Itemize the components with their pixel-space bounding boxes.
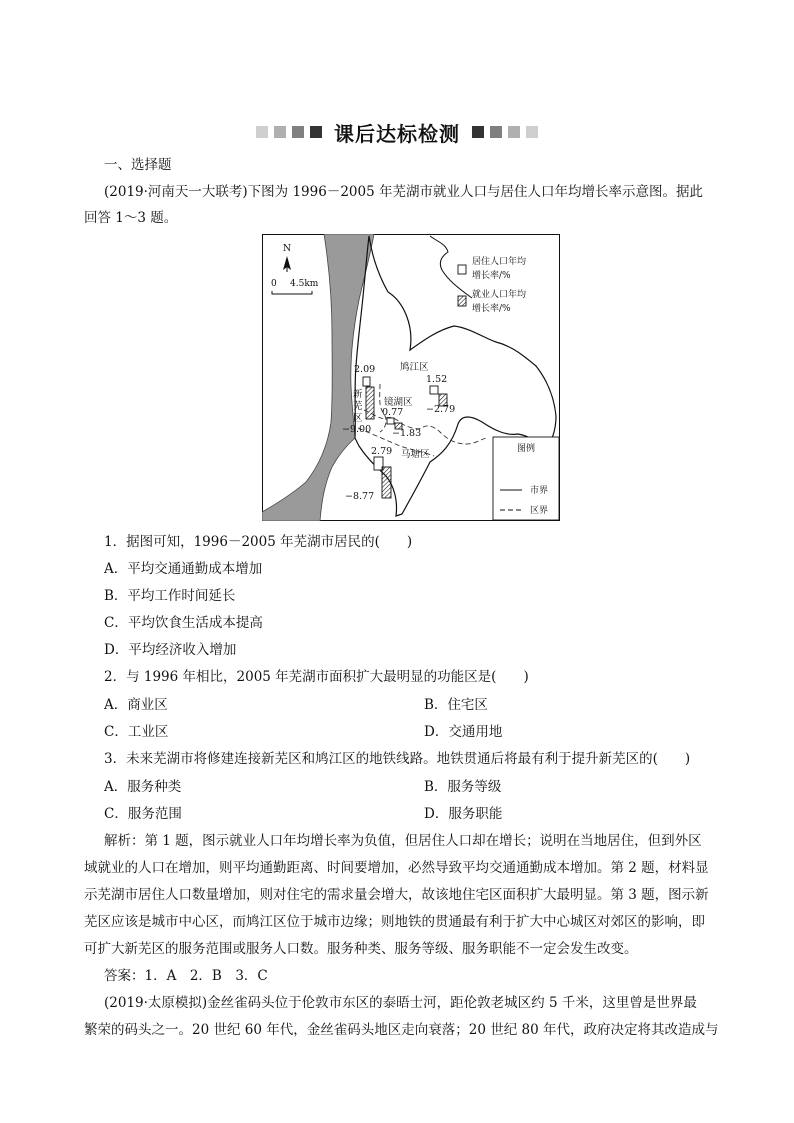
question-1-option-b: B．平均工作时间延长 — [104, 588, 236, 604]
jinghu-district-label: 镜湖区 — [384, 397, 413, 408]
jiujiang-employment-value: −2.79 — [426, 404, 456, 415]
answer-line: 答案：1．A 2．B 3．C — [104, 968, 268, 984]
xinwu-employment-value: −9.00 — [342, 424, 372, 435]
legend-employment-swatch — [458, 296, 466, 306]
legend-title: 图例 — [516, 444, 536, 454]
legend-employment-text: 增长率/% — [472, 304, 511, 314]
decor-square — [508, 126, 520, 138]
question-1: 1．据图可知，1996－2005 年芜湖市居民的( ) — [104, 534, 413, 550]
decor-square — [526, 126, 538, 138]
decor-square — [274, 126, 286, 138]
question-3-option-b: B．服务等级 — [424, 779, 502, 795]
matang-district-label: 马塘区 — [401, 449, 430, 460]
matang-employment-value: −8.77 — [345, 491, 375, 502]
xinwu-resident-bar — [363, 377, 370, 386]
analysis-line: 芜区应该是城市中心区，而鸠江区位于城市边缘；则地铁的贯通最有利于扩大中心城区对郊区的影响，即 — [84, 914, 705, 930]
question-1-option-a: A．平均交通通勤成本增加 — [104, 561, 263, 577]
jinghu-employment-value: −1.83 — [392, 428, 422, 439]
question-3: 3．未来芜湖市将修建连接新芜区和鸠江区的地铁线路。地铁贯通后将最有利于提升新芜区的( ) — [104, 751, 691, 767]
passage-line: (2019·太原模拟)金丝雀码头位于伦敦市东区的泰晤士河，距伦敦老城区约 5 千米，这里曾是世界最 — [104, 995, 697, 1011]
matang-resident-value: 2.79 — [371, 446, 393, 457]
xinwu-employment-bar — [366, 387, 374, 419]
analysis-line: 示芜湖市居住人口数量增加，则对住宅的需求量会增大，故该地住宅区面积扩大最明显。第 3 题，图示新 — [84, 887, 709, 903]
question-1-option-c: C．平均饮食生活成本提高 — [104, 615, 263, 631]
legend-resident-text: 增长率/% — [472, 271, 511, 281]
jinghu-resident-bar — [387, 418, 394, 424]
jinghu-resident-value: 0.77 — [382, 407, 404, 418]
question-3-option-d: D．服务职能 — [424, 806, 503, 822]
decor-square — [490, 126, 502, 138]
question-2-option-d: D．交通用地 — [424, 724, 503, 740]
section-title-bar — [0, 118, 794, 146]
question-3-option-a: A．服务种类 — [104, 779, 182, 795]
jiujiang-district-label: 鸠江区 — [400, 362, 429, 373]
decor-square — [292, 126, 304, 138]
page-title: 课后达标检测 — [334, 121, 460, 146]
wuhu-map-figure — [262, 234, 560, 521]
intro-text-line: 回答 1～3 题。 — [84, 210, 178, 226]
scale-value-label: 4.5km — [290, 279, 319, 289]
decor-square — [472, 126, 484, 138]
legend-employment-text: 就业人口年均 — [472, 290, 527, 300]
question-2-option-b: B．住宅区 — [424, 697, 488, 713]
legend-resident-text: 居住人口年均 — [472, 257, 527, 267]
legend-city-text: 市界 — [530, 486, 549, 496]
question-1-option-d: D．平均经济收入增加 — [104, 642, 237, 658]
question-2: 2．与 1996 年相比，2005 年芜湖市面积扩大最明显的功能区是( ) — [104, 669, 529, 685]
xinwu-district-label: 区 — [353, 413, 363, 424]
decor-square — [256, 126, 268, 138]
north-label: N — [282, 243, 292, 254]
question-3-option-c: C．服务范围 — [104, 806, 182, 822]
analysis-line: 域就业的人口在增加，则平均通勤距离、时间要增加，必然导致平均交通通勤成本增加。第 2 题，材料显 — [84, 860, 709, 876]
legend-resident-swatch — [458, 265, 466, 274]
decor-square — [310, 126, 322, 138]
analysis-line: 可扩大新芜区的服务范围或服务人口数。服务种类、服务等级、服务职能不一定会发生改变。 — [84, 941, 638, 957]
jiujiang-resident-bar — [430, 386, 438, 394]
xinwu-district-label: 芜 — [353, 401, 363, 412]
legend-district-text: 区界 — [530, 506, 549, 516]
xinwu-resident-value: 2.09 — [354, 364, 376, 375]
scale-zero-label: 0 — [271, 279, 277, 289]
question-2-option-c: C．工业区 — [104, 724, 169, 740]
xinwu-district-label: 新 — [353, 389, 363, 400]
section-heading: 一、选择题 — [104, 157, 172, 173]
intro-text-line: (2019·河南天一大联考)下图为 1996－2005 年芜湖市就业人口与居住人口年均增长率示意图。据此 — [104, 184, 703, 200]
question-2-option-a: A．商业区 — [104, 697, 168, 713]
analysis-line: 解析：第 1 题，图示就业人口年均增长率为负值，但居住人口却在增长；说明在当地居住，但到外区 — [104, 833, 702, 849]
matang-employment-bar — [382, 467, 391, 498]
jiujiang-resident-value: 1.52 — [426, 374, 448, 385]
passage-line: 繁荣的码头之一。20 世纪 60 年代，金丝雀码头地区走向衰落；20 世纪 80 年代，政府决定将其改造成与 — [84, 1022, 719, 1038]
